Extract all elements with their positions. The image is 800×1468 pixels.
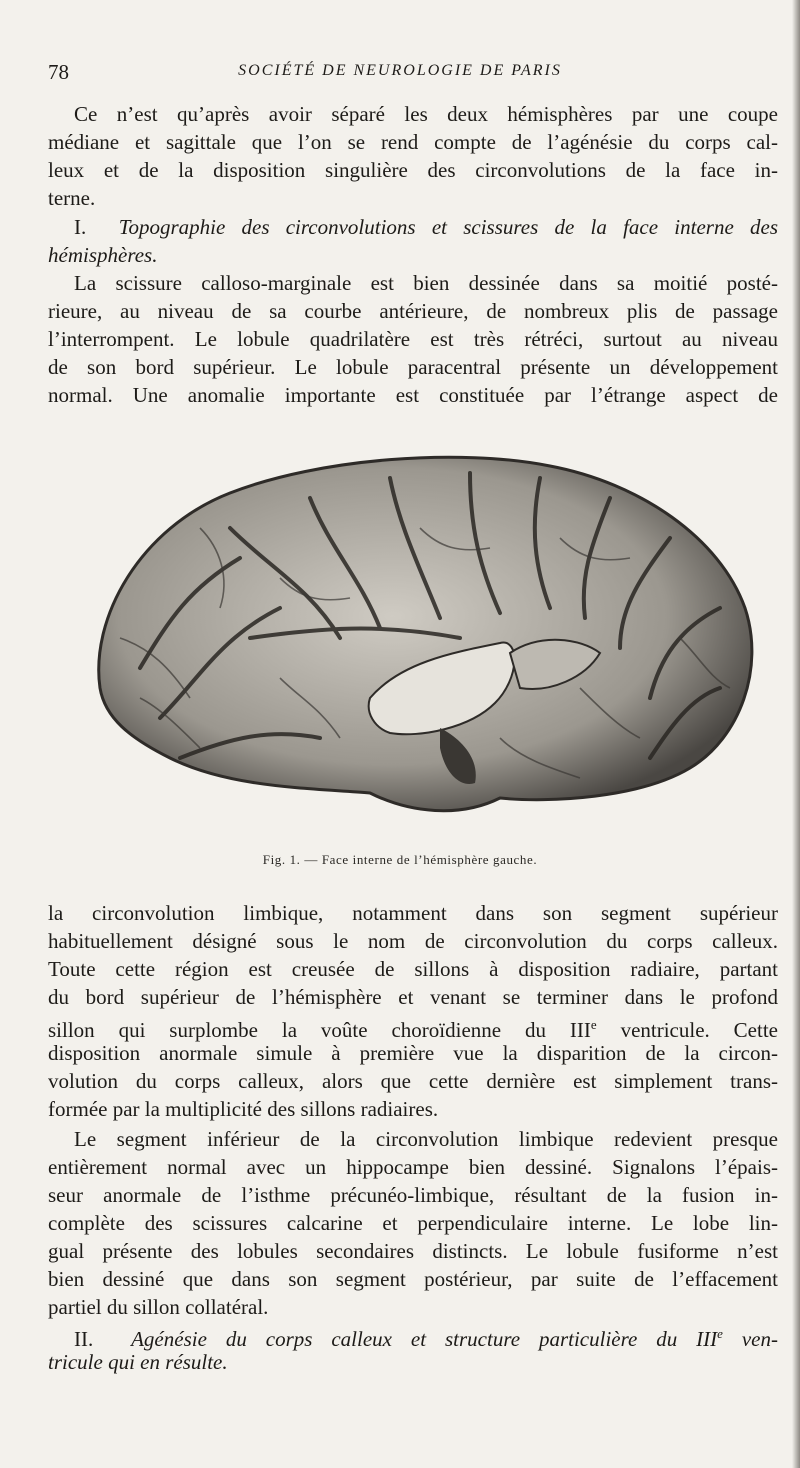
paragraph-3	[48, 1125, 778, 1321]
text-line: formée par la multiplicité des sillons radiaires.	[48, 1097, 439, 1121]
scan-edge-shadow	[792, 0, 800, 1468]
brain-photograph	[80, 438, 770, 833]
section-2-heading: II. Agénésie du corps calleux et structure particulière du IIIe ven- tricule qui en résulte.	[48, 1326, 778, 1374]
text-line: rieure, au niveau de sa courbe antérieure, de nombreux plis de passage	[48, 299, 778, 323]
text-line: l’interrompent. Le lobule quadrilatère est très rétréci, surtout au niveau	[48, 327, 778, 351]
text-line: terne.	[48, 186, 96, 210]
text-line: du bord supérieur de l’hémisphère et venant se terminer dans le profond	[48, 985, 778, 1009]
section-title: Topographie des circonvolutions et scissures de la face interne des	[118, 215, 778, 239]
text-line: partiel du sillon collatéral.	[48, 1295, 269, 1319]
figure-caption: Fig. 1. — Face interne de l’hémisphère gauche.	[262, 852, 538, 867]
text-line: la circonvolution limbique, notamment dans son segment supérieur	[48, 901, 778, 925]
text-line: médiane et sagittale que l’on se rend compte de l’agénésie du corps cal-	[48, 130, 778, 154]
text-line: complète des scissures calcarine et perpendiculaire interne. Le lobe lin-	[48, 1211, 778, 1235]
running-head: SOCIÉTÉ DE NEUROLOGIE DE PARIS	[238, 62, 562, 79]
text-line: gual présente des lobules secondaires distincts. Le lobule fusiforme n’est	[48, 1239, 778, 1263]
intro-paragraph	[48, 100, 778, 212]
text-line: leux et de la disposition singulière des circonvolutions de la face in-	[48, 158, 778, 182]
section-1-heading	[48, 213, 778, 269]
section-title-cont: hémisphères.	[48, 243, 158, 267]
text-line: Le segment inférieur de la circonvolution limbique redevient presque	[74, 1127, 778, 1151]
text-line: de son bord supérieur. Le lobule paracentral présente un développement	[48, 355, 778, 379]
text-line: sillon qui surplombe la voûte choroïdienne du IIIe ventricule. Cette	[48, 1017, 778, 1042]
paragraph-2	[48, 899, 778, 1123]
section-title: Agénésie du corps calleux et structure particulière du III	[131, 1327, 718, 1351]
superscript: e	[717, 1326, 723, 1341]
paragraph-1	[48, 269, 778, 409]
text-line: disposition anormale simule à première vue la disparition de la circon-	[48, 1041, 778, 1065]
text-line: Ce n’est qu’après avoir séparé les deux hémisphères par une coupe	[74, 102, 778, 126]
text-line: seur anormale de l’isthme précunéo-limbique, résultant de la fusion in-	[48, 1183, 778, 1207]
text-line: volution du corps calleux, alors que cette dernière est simplement trans-	[48, 1069, 778, 1093]
text-line: bien dessiné que dans son segment postérieur, par suite de l’effacement	[48, 1267, 778, 1291]
text-line: habituellement désigné sous le nom de circonvolution du corps calleux.	[48, 929, 778, 953]
section-title-cont: tricule qui en résulte.	[48, 1350, 228, 1374]
section-number: II.	[74, 1327, 94, 1351]
text-line: Toute cette région est creusée de sillons à disposition radiaire, partant	[48, 957, 778, 981]
section-number: I.	[74, 215, 87, 239]
text-line: normal. Une anomalie importante est constituée par l’étrange aspect de	[48, 383, 778, 407]
page-header	[0, 60, 800, 90]
superscript: e	[590, 1017, 597, 1032]
text-line: La scissure calloso-marginale est bien dessinée dans sa moitié posté-	[74, 271, 778, 295]
text-line: entièrement normal avec un hippocampe bien dessiné. Signalons l’épais-	[48, 1155, 778, 1179]
page-number: 78	[48, 60, 69, 84]
